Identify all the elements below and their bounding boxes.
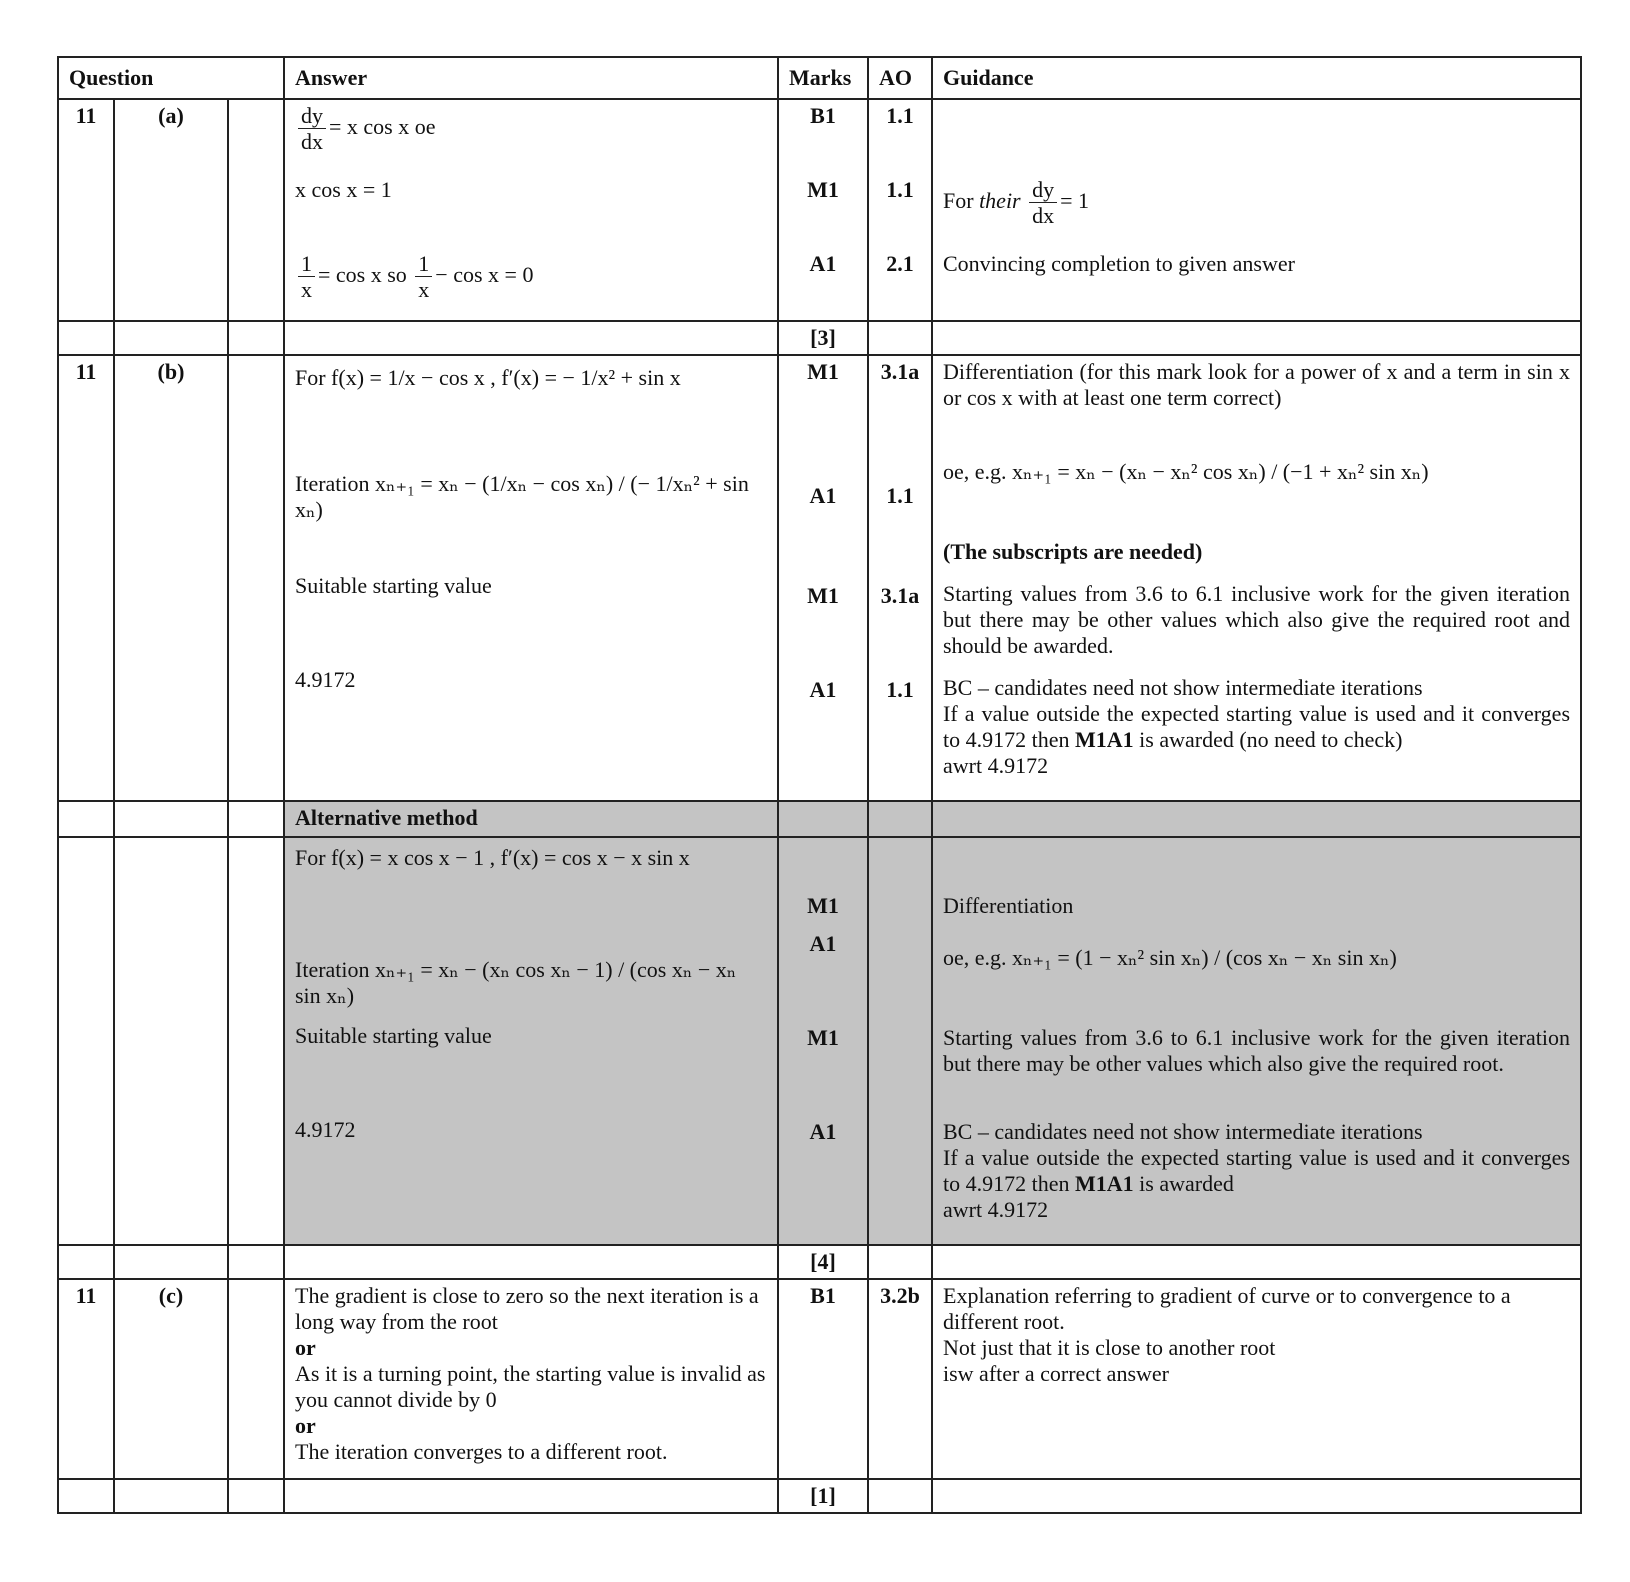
- total-row: [58, 1245, 1581, 1279]
- total-marks: [4]: [778, 1245, 868, 1279]
- mark-scheme-table: [57, 56, 1582, 1514]
- guidance-line: Not just that it is close to another root: [943, 1334, 1276, 1360]
- q11c-row: [58, 1279, 1581, 1479]
- total-marks: [1]: [778, 1479, 868, 1513]
- ao-cell: 3.1a 1.1 3.1a 1.1: [868, 355, 932, 801]
- marks-cell: M1 A1 M1 A1: [778, 355, 868, 801]
- answer-line: Suitable starting value: [295, 1022, 492, 1048]
- alt-row: [58, 837, 1581, 1245]
- answer-cell: [284, 837, 778, 1245]
- guidance-line: oe, e.g. xₙ₊₁ = (1 − xₙ² sin xₙ) / (cos xₙ − xₙ sin xₙ): [943, 944, 1397, 970]
- marks-cell: B1 M1 A1: [778, 99, 868, 321]
- guidance-line: If a value outside the expected starting value is used and it converges to 4.9172 then M1A1 is awarded: [943, 1144, 1570, 1196]
- answer-line: The iteration converges to a different root.: [295, 1438, 668, 1464]
- answer-line: The gradient is close to zero so the next iteration is a long way from the root: [295, 1282, 759, 1334]
- guidance-line: Convincing completion to given answer: [943, 251, 1295, 276]
- answer-line: For f(x) = 1/x − cos x , f′(x) = − 1/x² + sin x: [295, 364, 681, 390]
- answer-line: 4.9172: [295, 666, 356, 692]
- question-part: (b): [114, 355, 228, 801]
- guidance-cell: [932, 355, 1581, 801]
- ao-cell: [868, 837, 932, 1245]
- guidance-line: Differentiation (for this mark look for a power of x and a term in sin x or cos x with at least one term correct): [943, 358, 1570, 410]
- answer-line: As it is a turning point, the starting value is invalid as you cannot divide by 0: [295, 1360, 766, 1412]
- header-guidance: Guidance: [932, 57, 1581, 99]
- or-label: or: [295, 1334, 316, 1360]
- answer-line: 4.9172: [295, 1116, 356, 1142]
- guidance-line: oe, e.g. xₙ₊₁ = xₙ − (xₙ − xₙ² cos xₙ) / (−1 + xₙ² sin xₙ): [943, 458, 1429, 484]
- answer-cell: [284, 1279, 778, 1479]
- question-number: 11: [58, 355, 114, 801]
- answer-line: x cos x = 1: [295, 177, 392, 202]
- alt-heading: Alternative method: [284, 801, 778, 837]
- guidance-line: awrt 4.9172: [943, 1196, 1049, 1222]
- header-ao: AO: [868, 57, 932, 99]
- question-number: 11: [58, 99, 114, 321]
- answer-cell: [284, 355, 778, 801]
- guidance-line: If a value outside the expected starting value is used and it converges to 4.9172 then M1A1 is awarded (no need to check): [943, 700, 1570, 752]
- header-question: Question: [58, 57, 284, 99]
- answer-line: Suitable starting value: [295, 572, 492, 598]
- guidance-line: (The subscripts are needed): [943, 538, 1203, 564]
- answer-line: $\frac{1}{x}$ = cos x so $\frac{1}{x}$ − cos x = 0: [295, 251, 767, 303]
- answer-line: Iteration xₙ₊₁ = xₙ − (1/xₙ − cos xₙ) / (− 1/xₙ² + sin xₙ): [295, 470, 749, 522]
- guidance-line: Starting values from 3.6 to 6.1 inclusive work for the given iteration but there may be other values which also give the required root.: [943, 1024, 1570, 1076]
- answer-line: For f(x) = x cos x − 1 , f′(x) = cos x − x sin x: [295, 844, 690, 870]
- total-row: [58, 321, 1581, 355]
- answer-line: Iteration xₙ₊₁ = xₙ − (xₙ cos xₙ − 1) / (cos xₙ − xₙ sin xₙ): [295, 956, 737, 1008]
- total-row: [58, 1479, 1581, 1513]
- guidance-cell: [932, 99, 1581, 321]
- guidance-line: Starting values from 3.6 to 6.1 inclusive work for the given iteration but there may be other values which also give the required root and should be awarded.: [943, 580, 1570, 658]
- alt-heading-row: [58, 801, 1581, 837]
- header-marks: Marks: [778, 57, 868, 99]
- answer-cell: [284, 99, 778, 321]
- marks-cell: M1 A1 M1 A1: [778, 837, 868, 1245]
- marks-cell: B1: [778, 1279, 868, 1479]
- guidance-line: For their $\frac{dy}{dx}$ = 1: [943, 177, 1090, 229]
- answer-line: $\frac{dy}{dx}$ = x cos x oe: [295, 103, 767, 175]
- or-label: or: [295, 1412, 316, 1438]
- guidance-line: BC – candidates need not show intermediate iterations: [943, 674, 1423, 700]
- question-part: (a): [114, 99, 228, 321]
- ao-cell: 1.1 1.1 2.1: [868, 99, 932, 321]
- guidance-line: BC – candidates need not show intermediate iterations: [943, 1118, 1423, 1144]
- guidance-line: Explanation referring to gradient of curve or to convergence to a different root.: [943, 1282, 1511, 1334]
- q11a-row: [58, 99, 1581, 321]
- guidance-line: isw after a correct answer: [943, 1360, 1169, 1386]
- guidance-cell: [932, 837, 1581, 1245]
- total-marks: [3]: [778, 321, 868, 355]
- ao-cell: 3.2b: [868, 1279, 932, 1479]
- guidance-cell: [932, 1279, 1581, 1479]
- guidance-line: awrt 4.9172: [943, 752, 1049, 778]
- question-part: (c): [114, 1279, 228, 1479]
- header-answer: Answer: [284, 57, 778, 99]
- q11b-row: [58, 355, 1581, 801]
- guidance-line: Differentiation: [943, 892, 1074, 918]
- question-number: 11: [58, 1279, 114, 1479]
- header-row: [58, 57, 1581, 99]
